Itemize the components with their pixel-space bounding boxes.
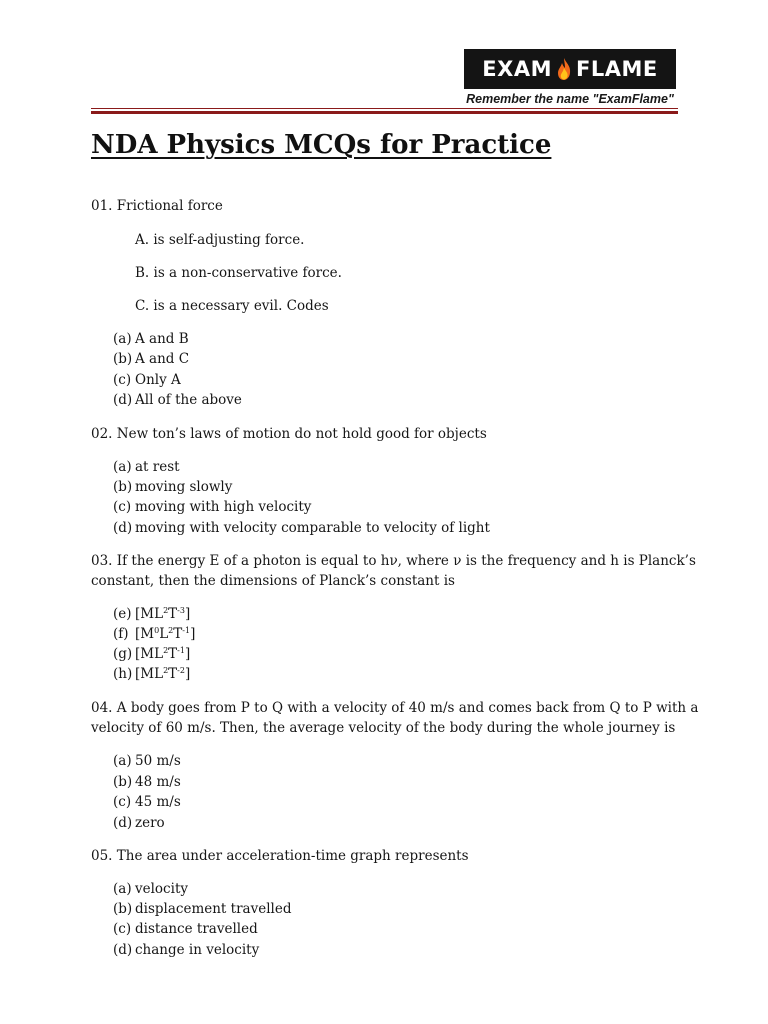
option-text: displacement travelled bbox=[135, 901, 292, 917]
option-item bbox=[113, 624, 195, 644]
option-label: (e) bbox=[113, 606, 132, 622]
question-01 bbox=[91, 196, 223, 216]
question-number: 01. bbox=[91, 198, 113, 214]
option-label: (b) bbox=[113, 351, 133, 367]
option-text: 50 m/s bbox=[135, 753, 181, 769]
option-formula: $[ML^2T^{-1}]$ bbox=[135, 646, 191, 662]
option-label: (d) bbox=[113, 520, 133, 536]
option-label: (a) bbox=[113, 881, 132, 897]
flame-icon bbox=[555, 57, 573, 81]
statement-a: A. is self-adjusting force. bbox=[135, 232, 305, 248]
option-item bbox=[113, 390, 242, 410]
option-label: (h) bbox=[113, 666, 133, 682]
option-item bbox=[113, 604, 190, 624]
option-label: (b) bbox=[113, 479, 133, 495]
option-label: (d) bbox=[113, 942, 133, 958]
option-label: (d) bbox=[113, 392, 133, 408]
option-text: velocity bbox=[135, 881, 188, 897]
statement-c: C. is a necessary evil. Codes bbox=[135, 298, 329, 314]
option-formula: $[M^0L^2T^{-1}]$ bbox=[135, 626, 196, 642]
option-text: Only A bbox=[135, 372, 181, 388]
logo-tagline: Remember the name "ExamFlame" bbox=[466, 92, 674, 106]
option-item bbox=[113, 792, 181, 812]
option-item bbox=[113, 940, 259, 960]
option-label: (c) bbox=[113, 372, 132, 388]
option-item bbox=[113, 477, 232, 497]
option-text: moving slowly bbox=[135, 479, 233, 495]
question-number: 03. bbox=[91, 553, 113, 569]
option-item bbox=[113, 370, 181, 390]
option-text: 48 m/s bbox=[135, 774, 181, 790]
option-label: (a) bbox=[113, 459, 132, 475]
question-text: Frictional force bbox=[116, 198, 223, 214]
header-rule-thick bbox=[91, 111, 678, 114]
option-item bbox=[113, 664, 190, 684]
option-text: moving with velocity comparable to velocity of light bbox=[135, 520, 490, 536]
option-text: A and B bbox=[135, 331, 189, 347]
option-text: All of the above bbox=[135, 392, 242, 408]
option-item bbox=[113, 919, 258, 939]
question-03 bbox=[91, 551, 696, 571]
option-text: A and C bbox=[135, 351, 190, 367]
option-formula: $[ML^2T^{-2}]$ bbox=[135, 666, 191, 682]
question-text: New ton’s laws of motion do not hold good for objects bbox=[116, 426, 487, 442]
question-number: 02. bbox=[91, 426, 113, 442]
question-number: 04. bbox=[91, 700, 113, 716]
header-rule-thin bbox=[91, 108, 678, 109]
option-label: (c) bbox=[113, 921, 132, 937]
option-item bbox=[113, 518, 490, 538]
option-item bbox=[113, 772, 181, 792]
question-number: 05. bbox=[91, 848, 113, 864]
logo-word-flame: FLAME bbox=[575, 57, 658, 81]
option-item bbox=[113, 879, 188, 899]
logo-word-exam: EXAM bbox=[482, 57, 552, 81]
question-text: The area under acceleration-time graph represents bbox=[116, 848, 469, 864]
option-item bbox=[113, 349, 189, 369]
question-04 bbox=[91, 698, 698, 718]
option-text: distance travelled bbox=[135, 921, 258, 937]
option-formula: $[ML^2T^{-3}]$ bbox=[135, 606, 191, 622]
option-text: at rest bbox=[135, 459, 180, 475]
exam-flame-logo bbox=[464, 49, 676, 89]
question-05 bbox=[91, 846, 469, 866]
option-label: (b) bbox=[113, 774, 133, 790]
option-text: moving with high velocity bbox=[135, 499, 312, 515]
option-label: (a) bbox=[113, 331, 132, 347]
option-item bbox=[113, 899, 291, 919]
option-item bbox=[113, 497, 311, 517]
question-text-line2: velocity of 60 m/s. Then, the average velocity of the body during the whole journey is bbox=[91, 720, 676, 736]
option-item bbox=[113, 751, 181, 771]
option-label: (c) bbox=[113, 499, 132, 515]
question-02 bbox=[91, 424, 487, 444]
option-text: zero bbox=[135, 815, 165, 831]
question-text-line1: If the energy E of a photon is equal to hν, where ν is the frequency and h is Planck’s bbox=[116, 553, 696, 569]
option-label: (d) bbox=[113, 815, 133, 831]
option-label: (a) bbox=[113, 753, 132, 769]
option-text: 45 m/s bbox=[135, 794, 181, 810]
option-label: (b) bbox=[113, 901, 133, 917]
option-item bbox=[113, 644, 190, 664]
option-label: (c) bbox=[113, 794, 132, 810]
option-text: change in velocity bbox=[135, 942, 260, 958]
question-text-line1: A body goes from P to Q with a velocity of 40 m/s and comes back from Q to P with a bbox=[116, 700, 699, 716]
option-item bbox=[113, 457, 180, 477]
option-item bbox=[113, 813, 165, 833]
statement-b: B. is a non-conservative force. bbox=[135, 265, 342, 281]
option-label: (g) bbox=[113, 646, 133, 662]
question-text-line2: constant, then the dimensions of Planck’s constant is bbox=[91, 573, 455, 589]
option-item bbox=[113, 329, 189, 349]
page-title: NDA Physics MCQs for Practice bbox=[91, 130, 552, 160]
option-label: (f) bbox=[113, 626, 129, 642]
